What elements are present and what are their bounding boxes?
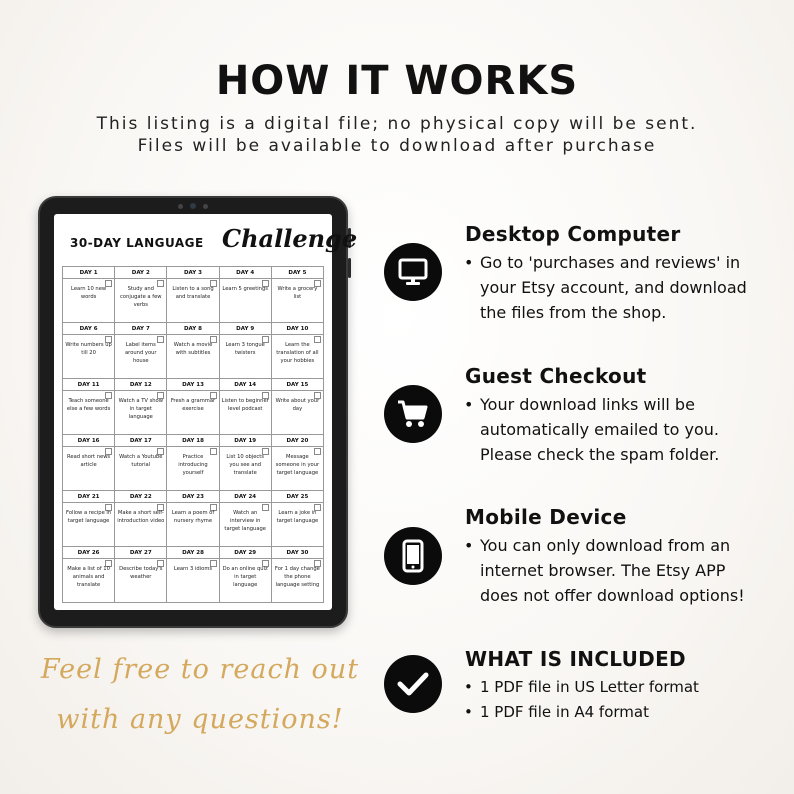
day-cell xyxy=(220,491,272,547)
day-label: DAY 26 xyxy=(63,547,114,559)
bullet: • xyxy=(464,536,474,555)
day-cell xyxy=(272,267,324,323)
desktop-heading: Desktop Computer xyxy=(465,222,681,246)
day-label: DAY 20 xyxy=(272,435,323,447)
day-cell xyxy=(220,435,272,491)
day-label: DAY 7 xyxy=(115,323,166,335)
day-cell xyxy=(220,547,272,603)
day-task: Watch a Youtube tutorial xyxy=(119,454,163,468)
day-cell xyxy=(272,491,324,547)
desktop-instructions xyxy=(464,250,785,325)
day-label: DAY 25 xyxy=(272,491,323,503)
included-item xyxy=(464,700,785,725)
day-task: Write numbers up till 20 xyxy=(65,342,112,356)
day-cell xyxy=(63,547,115,603)
bullet: • xyxy=(464,253,474,272)
day-label: DAY 27 xyxy=(115,547,166,559)
day-cell xyxy=(115,323,167,379)
day-task: Make a list of 10 animals and translate xyxy=(67,566,110,588)
day-label: DAY 9 xyxy=(220,323,271,335)
day-cell xyxy=(115,379,167,435)
side-button xyxy=(348,258,351,278)
day-cell xyxy=(63,491,115,547)
day-cell xyxy=(272,379,324,435)
included-heading: WHAT IS INCLUDED xyxy=(465,647,686,671)
day-label: DAY 19 xyxy=(220,435,271,447)
day-label: DAY 30 xyxy=(272,547,323,559)
day-task: Study and conjugate a few verbs xyxy=(120,286,162,308)
day-label: DAY 11 xyxy=(63,379,114,391)
day-cell xyxy=(115,491,167,547)
mobile-line: You can only download from an xyxy=(480,536,731,555)
tablet-screen xyxy=(54,214,358,610)
mobile-instructions xyxy=(464,533,785,608)
day-task: Learn a joke in target language xyxy=(276,510,319,524)
mobile-section-icon xyxy=(384,527,442,585)
day-label: DAY 29 xyxy=(220,547,271,559)
monitor-icon xyxy=(398,258,428,286)
day-label: DAY 28 xyxy=(167,547,218,559)
day-cell xyxy=(167,435,219,491)
camera-dot xyxy=(203,204,208,209)
day-label: DAY 5 xyxy=(272,267,323,279)
day-label: DAY 13 xyxy=(167,379,218,391)
reach-out-note-line-1: Feel free to reach out xyxy=(40,654,360,685)
day-label: DAY 8 xyxy=(167,323,218,335)
day-label: DAY 21 xyxy=(63,491,114,503)
day-task: List 10 objects you see and translate xyxy=(226,454,265,476)
desktop-line: the files from the shop. xyxy=(480,303,667,322)
day-label: DAY 2 xyxy=(115,267,166,279)
day-task: Describe today's weather xyxy=(119,566,163,580)
challenge-script-title: Challenge xyxy=(222,224,358,253)
day-cell xyxy=(272,435,324,491)
day-task: Listen to a song and translate xyxy=(172,286,214,300)
guest-line: Please check the spam folder. xyxy=(480,445,720,464)
day-label: DAY 23 xyxy=(167,491,218,503)
day-label: DAY 12 xyxy=(115,379,166,391)
day-task: Write a grocery list xyxy=(277,286,318,300)
day-cell xyxy=(167,267,219,323)
challenge-grid xyxy=(62,266,324,603)
included-item xyxy=(464,675,785,700)
day-cell xyxy=(272,547,324,603)
included-section-icon xyxy=(384,655,442,713)
desktop-line: your Etsy account, and download xyxy=(480,278,747,297)
day-task: Practice introducing yourself xyxy=(178,454,208,476)
day-cell xyxy=(220,323,272,379)
camera-dot xyxy=(178,204,183,209)
day-task: Write about your day xyxy=(275,398,320,412)
included-item-text: 1 PDF file in A4 format xyxy=(480,703,649,721)
day-label: DAY 3 xyxy=(167,267,218,279)
mobile-line: does not offer download options! xyxy=(480,586,745,605)
day-label: DAY 18 xyxy=(167,435,218,447)
day-task: Message someone in your target language xyxy=(275,454,320,476)
guest-instructions xyxy=(464,392,785,467)
day-cell xyxy=(220,267,272,323)
day-cell xyxy=(63,267,115,323)
day-task: Learn 3 idioms xyxy=(173,566,213,572)
shopping-cart-icon xyxy=(397,399,429,429)
day-task: Watch a TV show in target language xyxy=(118,398,163,420)
day-label: DAY 16 xyxy=(63,435,114,447)
day-cell xyxy=(63,323,115,379)
bullet: • xyxy=(464,678,473,696)
day-task: Listen to beginner level podcast xyxy=(221,398,269,412)
page-title: HOW IT WORKS xyxy=(215,58,579,104)
day-label: DAY 17 xyxy=(115,435,166,447)
smartphone-icon xyxy=(402,540,424,572)
checkmark-icon xyxy=(397,671,429,697)
included-item-text: 1 PDF file in US Letter format xyxy=(480,678,699,696)
day-cell xyxy=(115,547,167,603)
day-cell xyxy=(167,379,219,435)
day-task: Do an online quiz in target language xyxy=(222,566,268,588)
guest-heading: Guest Checkout xyxy=(465,364,647,388)
desktop-section-icon xyxy=(384,243,442,301)
day-task: Watch a movie with subtitles xyxy=(173,342,213,356)
day-task: Teach someone else a few words xyxy=(66,398,111,412)
tablet-mockup xyxy=(38,196,358,628)
included-list xyxy=(464,675,785,725)
subtitle-line-1: This listing is a digital file; no physical copy will be sent. xyxy=(96,114,698,134)
mobile-heading: Mobile Device xyxy=(465,505,627,529)
bullet: • xyxy=(464,703,473,721)
day-cell xyxy=(167,547,219,603)
day-label: DAY 1 xyxy=(63,267,114,279)
day-cell xyxy=(167,323,219,379)
day-label: DAY 14 xyxy=(220,379,271,391)
day-task: Learn 10 new words xyxy=(71,286,107,300)
day-cell xyxy=(63,379,115,435)
day-label: DAY 24 xyxy=(220,491,271,503)
day-task: Follow a recipe in target language xyxy=(66,510,112,524)
day-cell xyxy=(115,267,167,323)
day-task: Learn 5 greetings xyxy=(222,286,268,292)
day-task: Learn a poem of nursery rhyme xyxy=(171,510,215,524)
day-task: Read short news article xyxy=(67,454,111,468)
day-task: Make a short self-introduction video xyxy=(117,510,165,524)
day-cell xyxy=(220,379,272,435)
mobile-line: internet browser. The Etsy APP xyxy=(480,561,726,580)
day-task: Learn the translation of all your hobbies xyxy=(276,342,319,364)
day-label: DAY 22 xyxy=(115,491,166,503)
day-task: Label items around your house xyxy=(125,342,157,364)
day-task: For 1 day change the phone language setting xyxy=(274,566,320,588)
reach-out-note-line-2: with any questions! xyxy=(56,704,344,735)
day-cell xyxy=(272,323,324,379)
day-label: DAY 4 xyxy=(220,267,271,279)
day-label: DAY 15 xyxy=(272,379,323,391)
day-task: Fresh a grammar exercise xyxy=(170,398,216,412)
day-cell xyxy=(167,491,219,547)
day-task: Learn 3 tongue twisters xyxy=(225,342,265,356)
guest-line: automatically emailed to you. xyxy=(480,420,720,439)
guest-section-icon xyxy=(384,385,442,443)
guest-line: Your download links will be xyxy=(480,395,695,414)
day-task: Watch an interview in target language xyxy=(224,510,266,532)
day-cell xyxy=(115,435,167,491)
bullet: • xyxy=(464,395,474,414)
desktop-line: Go to 'purchases and reviews' in xyxy=(480,253,741,272)
day-cell xyxy=(63,435,115,491)
day-label: DAY 6 xyxy=(63,323,114,335)
challenge-title: 30-DAY LANGUAGE xyxy=(70,236,204,250)
day-label: DAY 10 xyxy=(272,323,323,335)
subtitle-line-2: Files will be available to download after purchase xyxy=(137,136,657,156)
camera-lens xyxy=(190,203,196,209)
